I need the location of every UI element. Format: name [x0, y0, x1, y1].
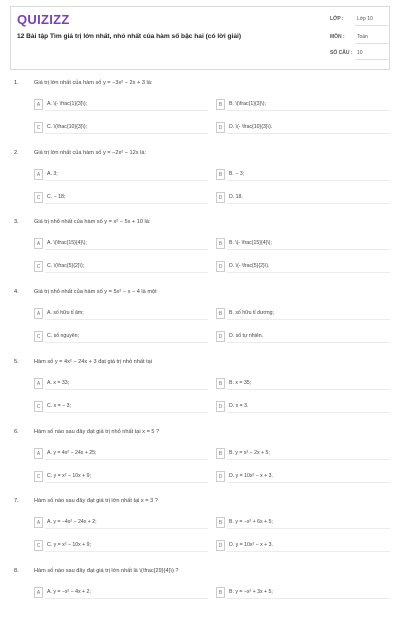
option-d[interactable] — [216, 261, 390, 273]
option-letter-box: D — [216, 540, 225, 551]
option-letter-box: A — [34, 448, 43, 459]
question-4 — [0, 289, 400, 349]
option-text: C. x = − 3; — [47, 403, 71, 409]
question-5 — [0, 359, 400, 419]
question-text: Giá trị nhỏ nhất của hàm số y = x² − 5x + 10 là: — [34, 219, 151, 225]
quizizz-logo: QUIZIZZ — [17, 12, 70, 27]
subject-label: MÔN : — [330, 34, 345, 40]
option-letter-box: A — [34, 517, 43, 528]
option-underline — [227, 598, 390, 599]
question-number: 3. — [14, 219, 19, 225]
option-underline — [45, 319, 208, 320]
class-label: LỚP : — [330, 16, 344, 22]
option-underline — [227, 249, 390, 250]
option-text: A. 3; — [47, 171, 58, 177]
option-b[interactable] — [216, 517, 390, 529]
option-c[interactable] — [34, 192, 208, 204]
class-value: Lớp 10 — [357, 16, 373, 22]
option-text: A. số hữu tỉ âm; — [47, 310, 84, 316]
option-underline — [227, 551, 390, 552]
option-b[interactable] — [216, 99, 390, 111]
option-b[interactable] — [216, 448, 390, 460]
option-b[interactable] — [216, 587, 390, 599]
question-number: 2. — [14, 150, 19, 156]
option-text: D. y = 10x² − x + 3. — [229, 542, 273, 548]
option-d[interactable] — [216, 540, 390, 552]
count-row — [330, 47, 388, 60]
option-letter-box: B — [216, 517, 225, 528]
option-underline — [227, 412, 390, 413]
class-line — [355, 25, 388, 26]
option-underline — [227, 389, 390, 390]
option-text: C. − 18; — [47, 194, 66, 200]
question-number: 4. — [14, 289, 19, 295]
option-text: A. x = 33; — [47, 380, 70, 386]
option-letter-box: D — [216, 122, 225, 133]
question-1 — [0, 80, 400, 140]
option-text: A. y = 4x² − 24x + 25; — [47, 450, 97, 456]
option-b[interactable] — [216, 308, 390, 320]
option-underline — [45, 249, 208, 250]
option-text: C. \(\frac{10}{3}\); — [47, 124, 88, 130]
question-6 — [0, 429, 400, 489]
option-d[interactable] — [216, 401, 390, 413]
count-line — [355, 59, 388, 60]
option-c[interactable] — [34, 122, 208, 134]
option-b[interactable] — [216, 378, 390, 390]
option-underline — [227, 482, 390, 483]
question-text: Hàm số y = 4x² − 24x + 3 đạt giá trị nhỏ nhất tại — [34, 359, 153, 365]
option-text: B. số hữu tỉ dương; — [229, 310, 274, 316]
meta-box — [324, 7, 389, 69]
subject-line — [355, 43, 388, 44]
option-letter-box: B — [216, 378, 225, 389]
option-text: A. y = −4x² − 24x + 2; — [47, 519, 97, 525]
option-letter-box: C — [34, 192, 43, 203]
option-underline — [45, 342, 208, 343]
option-text: D. y = 10x² − x + 3. — [229, 473, 273, 479]
option-letter-box: A — [34, 169, 43, 180]
option-underline — [45, 110, 208, 111]
option-letter-box: A — [34, 378, 43, 389]
option-d[interactable] — [216, 122, 390, 134]
option-underline — [45, 551, 208, 552]
option-letter-box: B — [216, 308, 225, 319]
option-letter-box: A — [34, 238, 43, 249]
worksheet-title: 12 Bài tập Tìm giá trị lớn nhất, nhỏ nhất của hàm số bậc hai (có lời giải) — [17, 33, 242, 40]
option-c[interactable] — [34, 261, 208, 273]
option-underline — [227, 272, 390, 273]
option-text: B. x = 35; — [229, 380, 252, 386]
subject-row — [330, 31, 388, 44]
option-a[interactable] — [34, 169, 208, 181]
option-underline — [45, 272, 208, 273]
option-letter-box: B — [216, 99, 225, 110]
option-text: D. số tự nhiên. — [229, 333, 264, 339]
option-c[interactable] — [34, 401, 208, 413]
question-text: Hàm số nào sau đây đạt giá trị nhỏ nhất tại x = 5 ? — [34, 429, 160, 435]
question-text: Hàm số nào sau đây đạt giá trị lớn nhất là \(\frac{29}{4}\) ? — [34, 568, 179, 574]
count-value: 10 — [357, 50, 363, 56]
option-text: A. \(\frac{15}{4}\); — [47, 240, 87, 246]
option-a[interactable] — [34, 99, 208, 111]
question-2 — [0, 150, 400, 210]
option-text: B. \(\frac{1}{3}\); — [229, 101, 266, 107]
option-underline — [45, 459, 208, 460]
option-underline — [227, 133, 390, 134]
option-d[interactable] — [216, 471, 390, 483]
option-letter-box: C — [34, 261, 43, 272]
option-underline — [45, 482, 208, 483]
option-text: B. y = x² − 2x + 5; — [229, 450, 270, 456]
option-letter-box: B — [216, 587, 225, 598]
option-underline — [227, 203, 390, 204]
option-underline — [45, 133, 208, 134]
option-underline — [227, 110, 390, 111]
option-letter-box: C — [34, 401, 43, 412]
option-letter-box: A — [34, 587, 43, 598]
option-b[interactable] — [216, 169, 390, 181]
option-letter-box: B — [216, 169, 225, 180]
question-text: Giá trị lớn nhất của hàm số y = −3x² − 2x + 3 là: — [34, 80, 153, 86]
option-a[interactable] — [34, 238, 208, 250]
option-c[interactable] — [34, 331, 208, 343]
option-text: A. \(- \frac{1}{3}\); — [47, 101, 88, 107]
option-letter-box: A — [34, 308, 43, 319]
option-d[interactable] — [216, 331, 390, 343]
option-underline — [45, 180, 208, 181]
class-row — [330, 13, 388, 26]
option-a[interactable] — [34, 378, 208, 390]
option-letter-box: C — [34, 471, 43, 482]
count-label: SỐ CÂU : — [330, 50, 353, 56]
question-number: 6. — [14, 429, 19, 435]
question-number: 5. — [14, 359, 19, 365]
option-text: A. y = −x² − 4x + 2; — [47, 589, 91, 595]
option-text: C. số nguyên; — [47, 333, 80, 339]
question-text: Giá trị lớn nhất của hàm số y = −2x² − 12x là: — [34, 150, 147, 156]
option-letter-box: A — [34, 99, 43, 110]
option-underline — [227, 528, 390, 529]
option-a[interactable] — [34, 308, 208, 320]
option-text: B. y = −x² + 6x + 5; — [229, 519, 273, 525]
option-a[interactable] — [34, 587, 208, 599]
option-text: B. \(- \frac{15}{4}\); — [229, 240, 272, 246]
option-letter-box: D — [216, 261, 225, 272]
option-letter-box: B — [216, 448, 225, 459]
option-text: D. x = 3. — [229, 403, 249, 409]
option-underline — [45, 598, 208, 599]
option-letter-box: C — [34, 122, 43, 133]
subject-value: Toán — [357, 34, 368, 40]
option-text: B. − 3; — [229, 171, 245, 177]
question-text: Giá trị nhỏ nhất của hàm số y = 5x² − x − 4 là một — [34, 289, 157, 295]
question-8 — [0, 568, 400, 628]
option-underline — [227, 180, 390, 181]
option-c[interactable] — [34, 471, 208, 483]
option-letter-box: B — [216, 238, 225, 249]
option-text: C. y = x² − 10x + 9; — [47, 542, 91, 548]
option-underline — [45, 528, 208, 529]
option-text: D. \(- \frac{10}{3}\). — [229, 124, 273, 130]
option-text: C. \(\frac{5}{2}\); — [47, 263, 85, 269]
option-letter-box: D — [216, 192, 225, 203]
option-underline — [45, 203, 208, 204]
option-underline — [45, 412, 208, 413]
option-text: C. y = x² − 10x + 9; — [47, 473, 91, 479]
question-3 — [0, 219, 400, 279]
option-text: B. y = −x² + 3x + 5; — [229, 589, 273, 595]
option-underline — [45, 389, 208, 390]
question-text: Hàm số nào sau đây đạt giá trị lớn nhất tại x = 3 ? — [34, 498, 158, 504]
question-number: 7. — [14, 498, 19, 504]
option-a[interactable] — [34, 448, 208, 460]
question-number: 1. — [14, 80, 19, 86]
option-letter-box: D — [216, 331, 225, 342]
option-b[interactable] — [216, 238, 390, 250]
option-letter-box: C — [34, 331, 43, 342]
option-underline — [227, 459, 390, 460]
option-d[interactable] — [216, 192, 390, 204]
option-underline — [227, 342, 390, 343]
option-letter-box: D — [216, 471, 225, 482]
question-number: 8. — [14, 568, 19, 574]
option-text: D. \(- \frac{5}{2}\). — [229, 263, 270, 269]
question-7 — [0, 498, 400, 558]
option-a[interactable] — [34, 517, 208, 529]
option-letter-box: D — [216, 401, 225, 412]
option-letter-box: C — [34, 540, 43, 551]
worksheet-header — [10, 6, 390, 70]
option-c[interactable] — [34, 540, 208, 552]
option-underline — [227, 319, 390, 320]
option-text: D. 18. — [229, 194, 243, 200]
